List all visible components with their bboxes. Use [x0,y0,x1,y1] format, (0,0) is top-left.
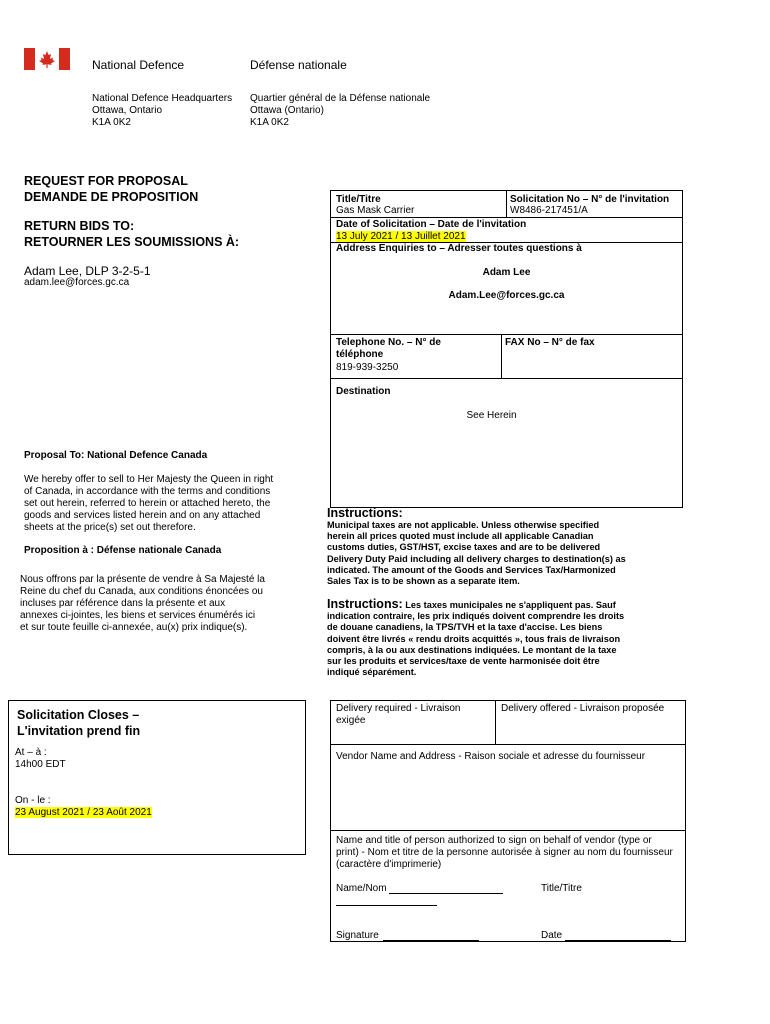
enquiries-label: Address Enquiries to – Adresser toutes questions à [336,243,582,254]
telephone-value: 819-939-3250 [336,362,399,373]
address-line: Quartier général de la Défense nationale [250,93,431,104]
closes-date: 23 August 2021 / 23 Août 2021 [15,807,152,818]
telephone-label: Telephone No. – N° de téléphone [336,337,441,360]
solicitation-number-label: Solicitation No – N° de l'invitation [510,194,670,205]
return-bids-heading [24,218,239,250]
proposal-fr-heading: Proposition à : Défense nationale Canada [24,545,222,556]
delivery-required-field[interactable]: Delivery required - Livraison exigée [336,703,461,726]
address-line: K1A 0K2 [92,117,131,128]
address-line: Ottawa, Ontario [92,105,163,116]
vendor-name-address-field[interactable]: Vendor Name and Address - Raison sociale et adresse du fournisseur [336,751,646,762]
header-dept-fr: Défense nationale [250,58,347,72]
instructions-fr [327,599,629,678]
closes-title [17,707,140,739]
authorized-person-label: Name and title of person authorized to sign on behalf of vendor (type or print) - Nom et titre de la personne autorisée à signer au nom du fournisseur (caractère d'imprimerie) [336,835,673,870]
destination-label: Destination [336,386,391,397]
header-dept-en: National Defence [92,58,185,72]
closes-at-label: At – à : [15,747,47,758]
closes-on-label: On - le : [15,795,51,806]
destination-value: See Herein [466,410,517,421]
signature-label: Signature [336,930,379,941]
solicitation-closes-box [8,700,306,855]
instructions-fr-text: Les taxes municipales ne s'appliquent pas. Sauf indication contraire, les prix indiqués doivent comprendre les droits de douane canadiens, la TPS/TVH et la taxe d'accise. Les biens doivent être livrés « rendu droits acquittés », tous frais de livraison compris, à la ou aux destinations indiquées. Le montant de la taxe sur les produits et services/taxe de vente harmonisée doit être indiqué séparément. [327,600,625,678]
vendor-box [330,700,686,942]
delivery-offered-field[interactable]: Delivery offered - Livraison proposée [501,703,665,714]
closes-title-en: Solicitation Closes – [17,708,140,722]
solicitation-number-value: W8486-217451/A [510,205,588,216]
proposal-en-text: We hereby offer to sell to Her Majesty the Queen in right of Canada, in accordance with the terms and conditions set out herein, referred to herein or attached hereto, the goods and services listed herein and on any attached sheets at the price(s) set out therefore. [24,474,274,533]
title-field-label: Title/Titre [541,883,582,894]
date-label: Date [541,930,563,941]
closes-time: 14h00 EDT [15,759,66,770]
contact-name: Adam Lee, DLP 3-2-5-1 [24,264,151,278]
return-bids-fr: RETOURNER LES SOUMISSIONS À: [24,235,240,249]
solicitation-date-label: Date of Solicitation – Date de l'invitation [336,219,527,230]
rfp-heading-en: REQUEST FOR PROPOSAL [24,174,188,188]
fax-label: FAX No – N° de fax [505,337,595,348]
canada-flag-logo [24,48,70,70]
title-label: Title/Titre [336,194,381,205]
address-line: K1A 0K2 [250,117,289,128]
address-line: National Defence Headquarters [92,93,233,104]
name-label: Name/Nom [336,883,387,894]
rfp-heading [24,173,198,205]
solicitation-info-box [330,190,683,508]
rfp-heading-fr: DEMANDE DE PROPOSITION [24,190,199,204]
signature-input-line[interactable] [383,940,479,941]
instructions-fr-heading: Instructions: [327,597,403,611]
enquiries-email: Adam.Lee@forces.gc.ca [448,290,565,301]
instructions-en [327,506,627,587]
name-input-line[interactable] [389,893,503,894]
header-address-fr [250,93,430,129]
address-line: Ottawa (Ontario) [250,105,324,116]
instructions-en-heading: Instructions: [327,506,403,520]
solicitation-date-value: 13 July 2021 / 13 Juillet 2021 [336,231,466,242]
header-address-en [92,93,232,129]
proposal-en-heading: Proposal To: National Defence Canada [24,450,208,461]
instructions-en-text: Municipal taxes are not applicable. Unless otherwise specified herein all prices quoted must include all applicable Canadian customs duties, GST/HST, excise taxes and are to be delivered Delivery Duty Paid including all delivery charges to destination(s) as indicated. The amount of the Goods and Services Tax/Harmonized Sales Tax is to be shown as a separate item. [327,520,626,587]
title-input-line[interactable] [336,905,437,906]
date-input-line[interactable] [565,940,671,941]
title-value: Gas Mask Carrier [336,205,415,216]
closes-title-fr: L'invitation prend fin [17,724,141,738]
return-bids-en: RETURN BIDS TO: [24,219,135,233]
enquiries-name: Adam Lee [482,267,531,278]
proposal-fr-text: Nous offrons par la présente de vendre à Sa Majesté la Reine du chef du Canada, aux conditions énoncées ou incluses par référence dans la présente et aux annexes ci-jointes, les biens et services énumérés ici et sur toute feuille ci-annexée, au(x) prix indique(s). [20,574,265,633]
contact-email: adam.lee@forces.gc.ca [24,277,130,288]
